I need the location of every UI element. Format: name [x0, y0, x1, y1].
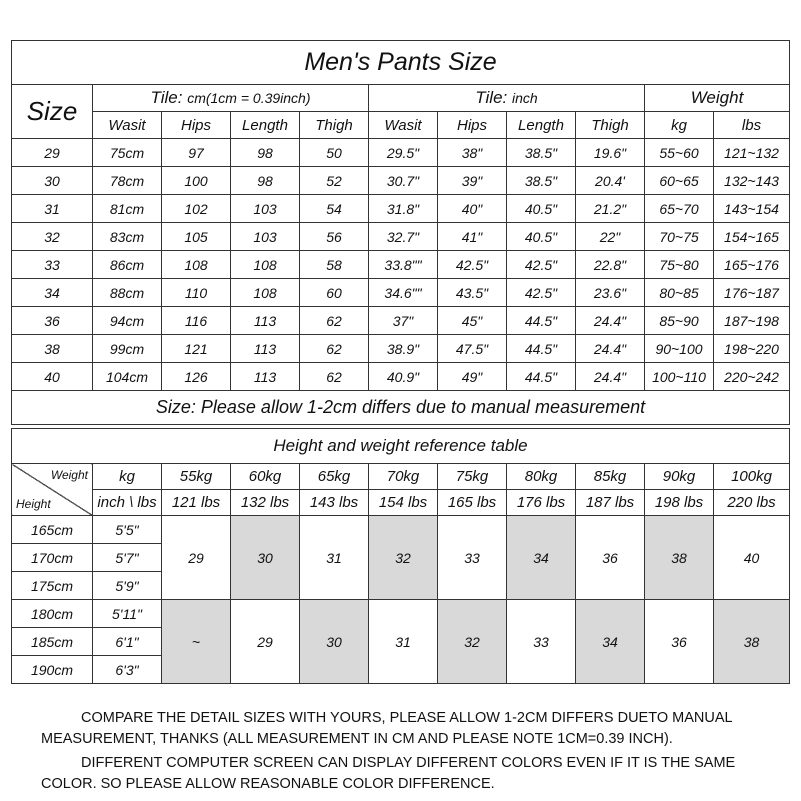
weight-cell: 90~100	[645, 335, 714, 363]
inch-cell: 44.5"	[507, 307, 576, 335]
size-value-cell: 40	[714, 516, 790, 600]
inch-cell: 38"	[438, 139, 507, 167]
lbs-header: 198 lbs	[645, 490, 714, 516]
cm-cell: 54	[300, 195, 369, 223]
height-inch-cell: 5'7"	[93, 544, 162, 572]
cm-cell: 113	[231, 335, 300, 363]
inch-cell: 42.5"	[507, 279, 576, 307]
weight-cell: 75~80	[645, 251, 714, 279]
size-cell: 38	[12, 335, 93, 363]
lbs-header: 165 lbs	[438, 490, 507, 516]
kg-label: kg	[93, 464, 162, 490]
inch-cell: 43.5"	[438, 279, 507, 307]
cm-cell: 105	[162, 223, 231, 251]
table-row	[12, 139, 790, 167]
size-cell: 34	[12, 279, 93, 307]
table-row	[12, 279, 790, 307]
weight-cell: 80~85	[645, 279, 714, 307]
table-row	[12, 307, 790, 335]
cm-cell: 62	[300, 335, 369, 363]
column-header: Thigh	[300, 112, 369, 139]
height-weight-table	[11, 428, 790, 684]
inch-cell: 38.5"	[507, 139, 576, 167]
unit-label: inch \ lbs	[93, 490, 162, 516]
cm-cell: 103	[231, 223, 300, 251]
weight-cell: 70~75	[645, 223, 714, 251]
cm-cell: 56	[300, 223, 369, 251]
cm-cell: 81cm	[93, 195, 162, 223]
size-value-cell: 32	[369, 516, 438, 600]
table-row	[12, 223, 790, 251]
weight-cell: 143~154	[714, 195, 790, 223]
lbs-header: 187 lbs	[576, 490, 645, 516]
cm-cell: 52	[300, 167, 369, 195]
weight-cell: 220~242	[714, 363, 790, 391]
size-value-cell: 36	[576, 516, 645, 600]
pants-size-table	[11, 40, 790, 425]
cm-cell: 104cm	[93, 363, 162, 391]
table-row	[12, 335, 790, 363]
size-value-cell: 30	[300, 600, 369, 684]
inch-cell: 31.8"	[369, 195, 438, 223]
inch-cell: 22.8"	[576, 251, 645, 279]
weight-cell: 65~70	[645, 195, 714, 223]
column-header: Wasit	[93, 112, 162, 139]
weight-cell: 176~187	[714, 279, 790, 307]
weight-cell: 121~132	[714, 139, 790, 167]
column-header: kg	[645, 112, 714, 139]
cm-cell: 50	[300, 139, 369, 167]
inch-cell: 40.9"	[369, 363, 438, 391]
weight-cell: 85~90	[645, 307, 714, 335]
cm-cell: 86cm	[93, 251, 162, 279]
size-value-cell: 34	[576, 600, 645, 684]
table-row	[12, 195, 790, 223]
size-cell: 33	[12, 251, 93, 279]
cm-cell: 88cm	[93, 279, 162, 307]
size-header: Size	[12, 85, 93, 139]
size-value-cell: 33	[438, 516, 507, 600]
cm-cell: 108	[231, 279, 300, 307]
inch-cell: 40"	[438, 195, 507, 223]
height-cm-cell: 180cm	[12, 600, 93, 628]
weight-cell: 198~220	[714, 335, 790, 363]
measurement-note: Size: Please allow 1-2cm differs due to manual measurement	[12, 391, 790, 425]
inch-cell: 38.9"	[369, 335, 438, 363]
size-value-cell: 34	[507, 516, 576, 600]
size-value-cell: 29	[231, 600, 300, 684]
weight-group-header: Weight	[645, 85, 790, 112]
height-inch-cell: 6'3"	[93, 656, 162, 684]
inch-cell: 42.5"	[507, 251, 576, 279]
cm-cell: 99cm	[93, 335, 162, 363]
size-cell: 36	[12, 307, 93, 335]
inch-cell: 41"	[438, 223, 507, 251]
cm-cell: 98	[231, 167, 300, 195]
cm-cell: 98	[231, 139, 300, 167]
size-value-cell: 36	[645, 600, 714, 684]
weight-cell: 154~165	[714, 223, 790, 251]
kg-header: 85kg	[576, 464, 645, 490]
kg-header: 90kg	[645, 464, 714, 490]
table-row	[12, 251, 790, 279]
size-cell: 29	[12, 139, 93, 167]
kg-header: 75kg	[438, 464, 507, 490]
inch-cell: 49"	[438, 363, 507, 391]
cm-cell: 121	[162, 335, 231, 363]
cm-cell: 62	[300, 363, 369, 391]
size-value-cell: 32	[438, 600, 507, 684]
inch-cell: 24.4"	[576, 335, 645, 363]
table-title: Men's Pants Size	[12, 41, 790, 85]
inch-cell: 21.2"	[576, 195, 645, 223]
cm-cell: 102	[162, 195, 231, 223]
inch-cell: 20.4'	[576, 167, 645, 195]
inch-cell: 47.5"	[438, 335, 507, 363]
cm-cell: 108	[231, 251, 300, 279]
lbs-header: 220 lbs	[714, 490, 790, 516]
inch-cell: 24.4"	[576, 363, 645, 391]
lbs-header: 121 lbs	[162, 490, 231, 516]
inch-cell: 44.5"	[507, 363, 576, 391]
inch-group-header: Tile: inch	[369, 85, 645, 112]
weight-cell: 60~65	[645, 167, 714, 195]
size-value-cell: 31	[369, 600, 438, 684]
inch-cell: 29.5"	[369, 139, 438, 167]
size-value-cell: 38	[645, 516, 714, 600]
size-cell: 40	[12, 363, 93, 391]
hw-table-title: Height and weight reference table	[12, 429, 790, 464]
inch-cell: 42.5"	[438, 251, 507, 279]
cm-cell: 100	[162, 167, 231, 195]
height-cm-cell: 175cm	[12, 572, 93, 600]
cm-cell: 116	[162, 307, 231, 335]
kg-header: 60kg	[231, 464, 300, 490]
inch-cell: 39"	[438, 167, 507, 195]
size-value-cell: 31	[300, 516, 369, 600]
height-inch-cell: 5'9"	[93, 572, 162, 600]
footer-note-1: COMPARE THE DETAIL SIZES WITH YOURS, PLEASE ALLOW 1-2CM DIFFERS DUETO MANUAL MEASUREMENT, THANKS (ALL MEASUREMENT IN CM AND PLEASE NOTE 1CM=0.39 INCH).	[41, 710, 733, 747]
column-header: lbs	[714, 112, 790, 139]
size-value-cell: 33	[507, 600, 576, 684]
cm-cell: 60	[300, 279, 369, 307]
cm-cell: 113	[231, 363, 300, 391]
column-header: Thigh	[576, 112, 645, 139]
cm-cell: 126	[162, 363, 231, 391]
height-inch-cell: 6'1"	[93, 628, 162, 656]
cm-cell: 62	[300, 307, 369, 335]
inch-cell: 33.8""	[369, 251, 438, 279]
weight-cell: 132~143	[714, 167, 790, 195]
lbs-header: 154 lbs	[369, 490, 438, 516]
weight-cell: 100~110	[645, 363, 714, 391]
height-inch-cell: 5'11"	[93, 600, 162, 628]
table-row	[12, 363, 790, 391]
kg-header: 70kg	[369, 464, 438, 490]
lbs-header: 132 lbs	[231, 490, 300, 516]
cm-cell: 94cm	[93, 307, 162, 335]
size-value-cell: 30	[231, 516, 300, 600]
inch-cell: 30.7"	[369, 167, 438, 195]
cm-cell: 97	[162, 139, 231, 167]
cm-cell: 58	[300, 251, 369, 279]
lbs-header: 143 lbs	[300, 490, 369, 516]
size-cell: 32	[12, 223, 93, 251]
height-cm-cell: 185cm	[12, 628, 93, 656]
table-row	[12, 516, 790, 544]
cm-cell: 108	[162, 251, 231, 279]
cm-cell: 103	[231, 195, 300, 223]
kg-header: 100kg	[714, 464, 790, 490]
kg-header: 55kg	[162, 464, 231, 490]
cm-group-header: Tile: cm(1cm = 0.39inch)	[93, 85, 369, 112]
inch-cell: 45"	[438, 307, 507, 335]
inch-cell: 44.5"	[507, 335, 576, 363]
inch-cell: 32.7"	[369, 223, 438, 251]
column-header: Hips	[438, 112, 507, 139]
table-row	[12, 600, 790, 628]
weight-cell: 55~60	[645, 139, 714, 167]
cm-cell: 110	[162, 279, 231, 307]
weight-height-corner	[12, 464, 93, 516]
size-value-cell: 29	[162, 516, 231, 600]
inch-cell: 24.4"	[576, 307, 645, 335]
cm-cell: 75cm	[93, 139, 162, 167]
lbs-header: 176 lbs	[507, 490, 576, 516]
footer-note-2: DIFFERENT COMPUTER SCREEN CAN DISPLAY DIFFERENT COLORS EVEN IF IT IS THE SAME COLOR. SO PLEASE ALLOW REASONABLE COLOR DIFFERENCE.	[41, 755, 736, 792]
size-cell: 30	[12, 167, 93, 195]
inch-cell: 23.6"	[576, 279, 645, 307]
column-header: Length	[507, 112, 576, 139]
column-header: Wasit	[369, 112, 438, 139]
size-cell: 31	[12, 195, 93, 223]
size-value-cell: 38	[714, 600, 790, 684]
height-cm-cell: 170cm	[12, 544, 93, 572]
inch-cell: 22"	[576, 223, 645, 251]
weight-cell: 165~176	[714, 251, 790, 279]
size-value-cell: ~	[162, 600, 231, 684]
height-cm-cell: 165cm	[12, 516, 93, 544]
inch-cell: 40.5"	[507, 223, 576, 251]
height-inch-cell: 5'5"	[93, 516, 162, 544]
inch-cell: 37"	[369, 307, 438, 335]
kg-header: 80kg	[507, 464, 576, 490]
height-axis-label: Height	[16, 497, 51, 511]
cm-cell: 113	[231, 307, 300, 335]
inch-cell: 38.5"	[507, 167, 576, 195]
column-header: Length	[231, 112, 300, 139]
inch-cell: 34.6""	[369, 279, 438, 307]
weight-axis-label: Weight	[50, 468, 88, 482]
inch-cell: 19.6"	[576, 139, 645, 167]
weight-cell: 187~198	[714, 307, 790, 335]
table-row	[12, 167, 790, 195]
cm-cell: 83cm	[93, 223, 162, 251]
cm-cell: 78cm	[93, 167, 162, 195]
height-cm-cell: 190cm	[12, 656, 93, 684]
kg-header: 65kg	[300, 464, 369, 490]
inch-cell: 40.5"	[507, 195, 576, 223]
column-header: Hips	[162, 112, 231, 139]
